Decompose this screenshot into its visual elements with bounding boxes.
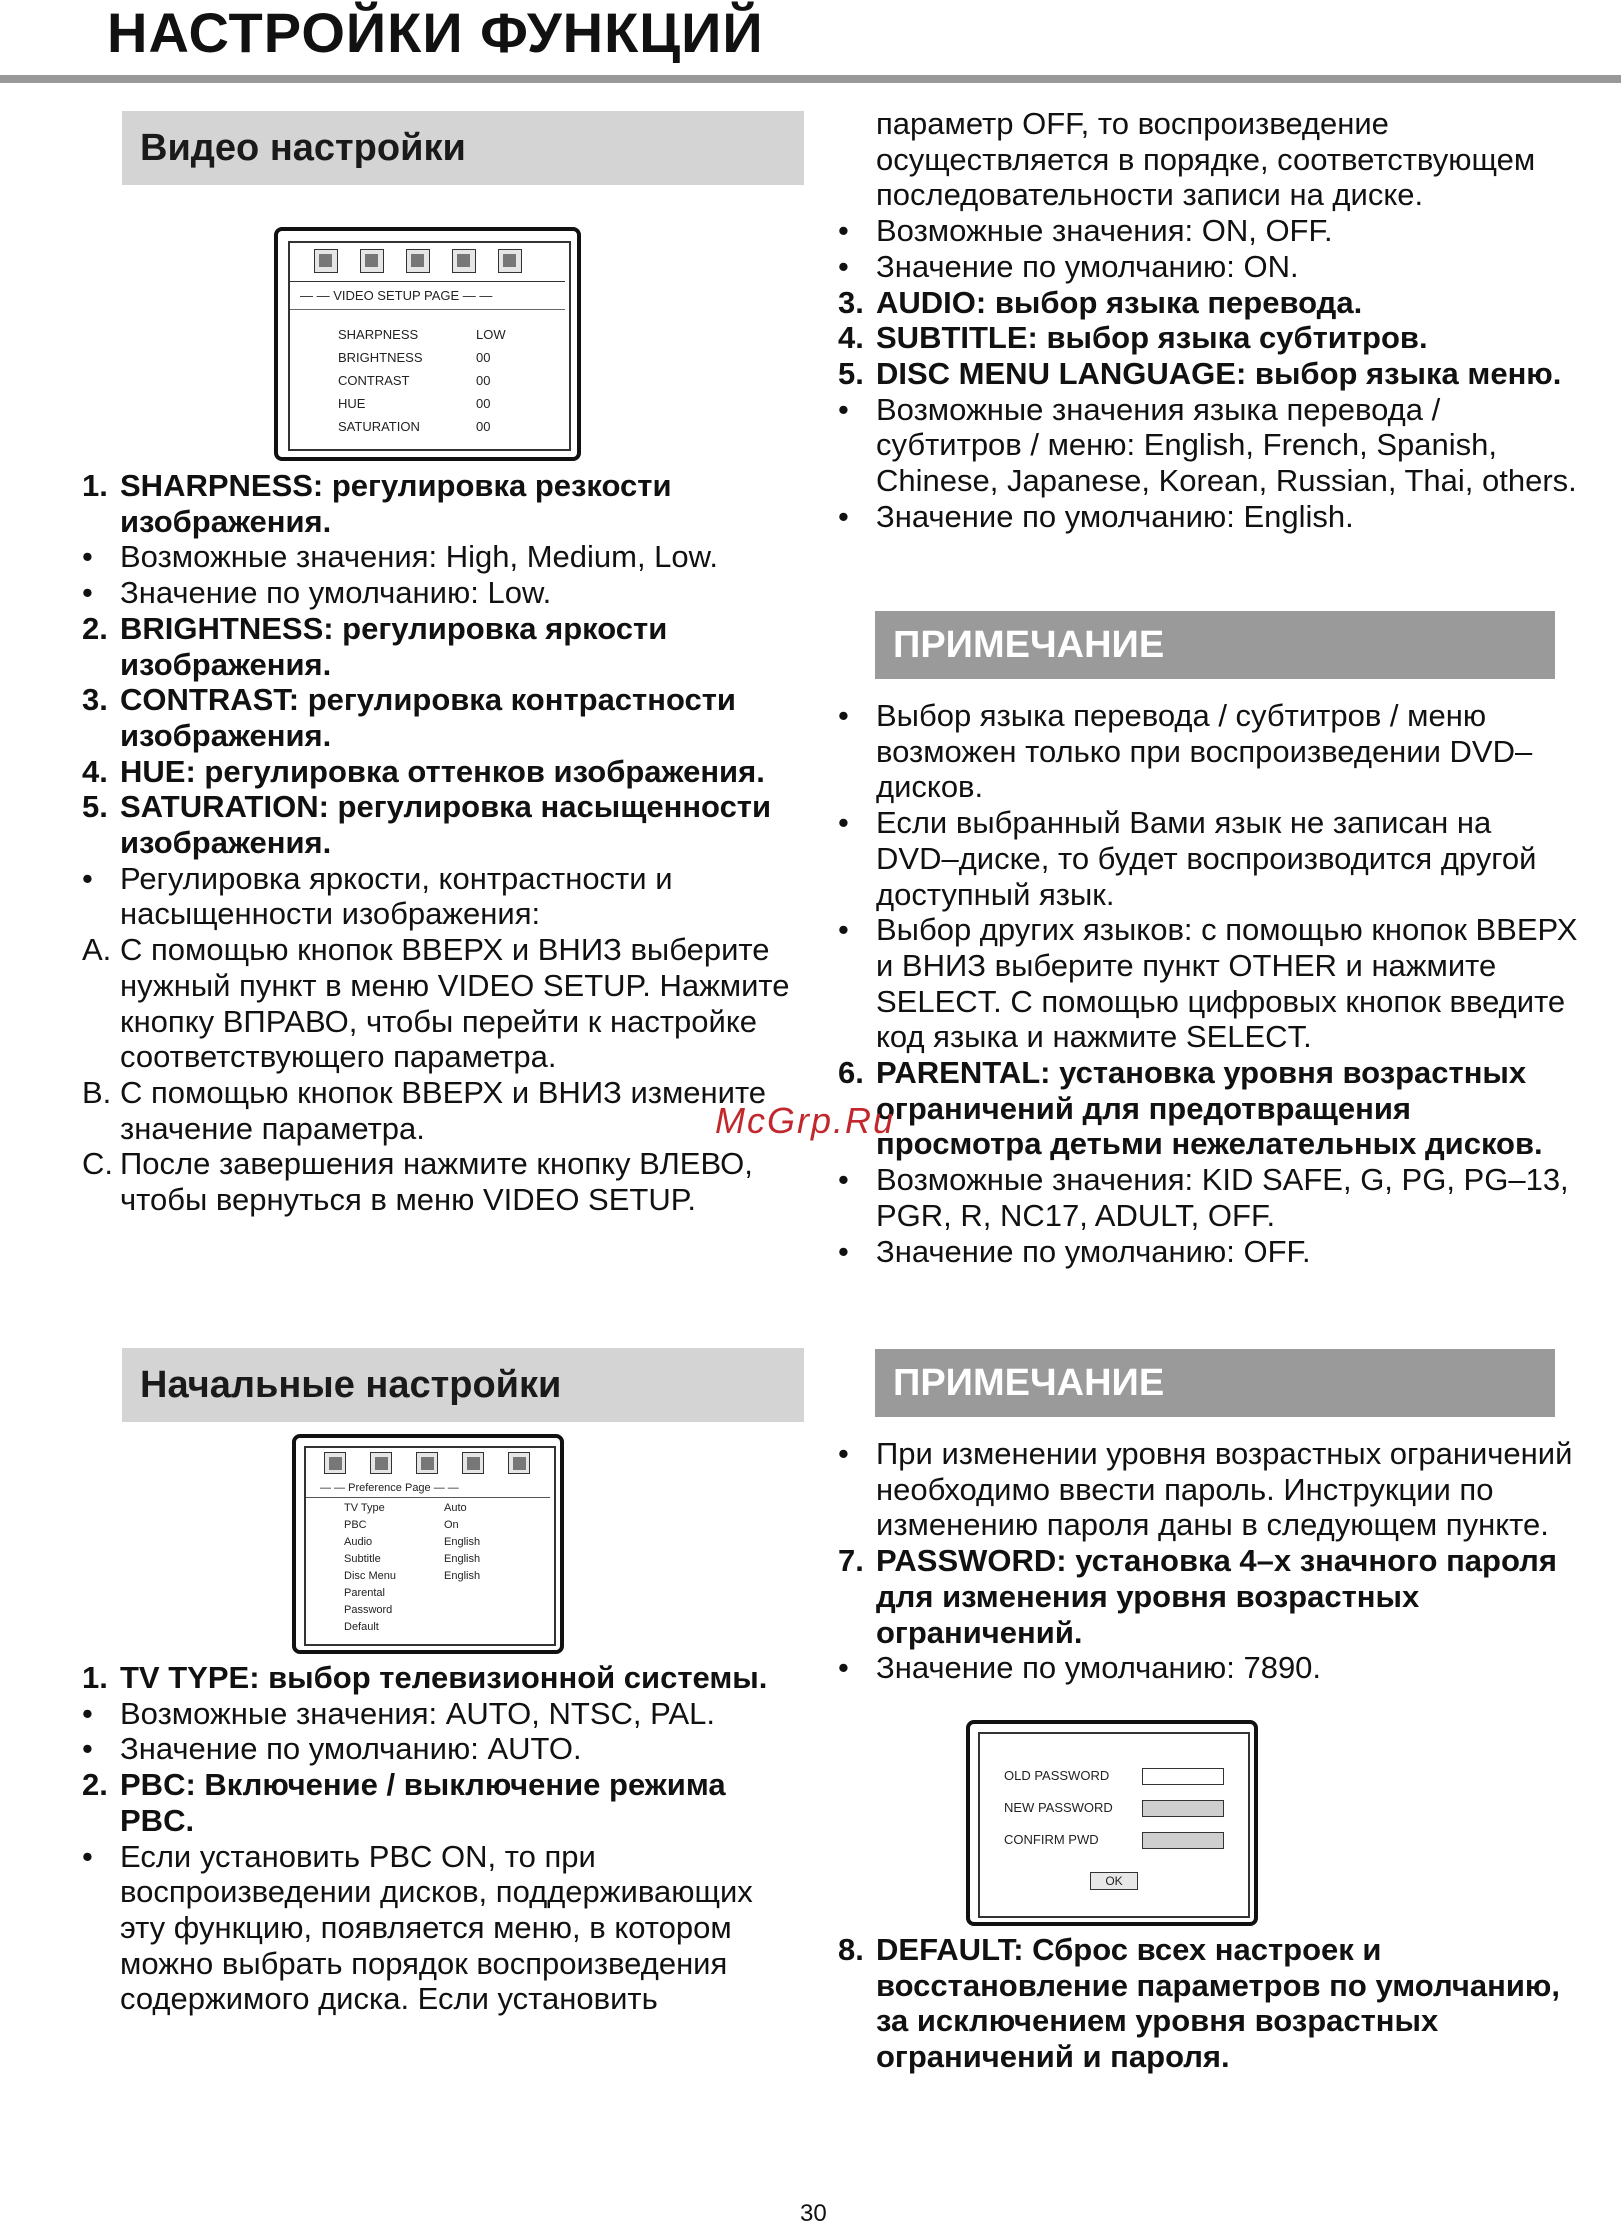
screen-row-value: English xyxy=(444,1570,481,1582)
page-title: НАСТРОЙКИ ФУНКЦИЙ xyxy=(107,1,764,64)
list-item: • Возможные значения: KID SAFE, G, PG, PG–13, PGR, R, NC17, ADULT, OFF. xyxy=(838,1162,1569,1233)
note-heading: ПРИМЕЧАНИЕ xyxy=(875,1349,1555,1417)
list-item: • При изменении уровня возрастных ограничений необходимо ввести пароль. Инструкции по изменению пароля даны в следующем пункте. xyxy=(838,1436,1573,1543)
screen-row-label: PBC xyxy=(344,1519,367,1531)
list-item: • Регулировка яркости, контрастности и насыщенности изображения: xyxy=(82,860,673,932)
list-item: 6. PARENTAL: установка уровня возрастных ограничений для предотвращения просмотра детьми нежелательных дисков. xyxy=(838,1055,1543,1162)
list-item: • Возможные значения: AUTO, NTSC, PAL. xyxy=(82,1695,716,1731)
list-item: параметр OFF, то воспроизведение осуществляется в порядке, соответствующем последовательности записи на диске. xyxy=(876,106,1536,213)
audio-icon xyxy=(406,249,430,273)
new-password-label: NEW PASSWORD xyxy=(1004,1800,1113,1815)
screen-row-label: HUE xyxy=(338,396,366,411)
audio-icon xyxy=(416,1452,438,1474)
note-heading: ПРИМЕЧАНИЕ xyxy=(875,611,1555,679)
list-item: 5. SATURATION: регулировка насыщенности изображения. xyxy=(82,789,772,861)
new-password-field[interactable] xyxy=(1142,1800,1224,1817)
screen-row-label: BRIGHTNESS xyxy=(338,350,423,365)
screen-row-value: English xyxy=(444,1553,481,1565)
list-item: 5. DISC MENU LANGUAGE: выбор языка меню. xyxy=(838,355,1562,391)
confirm-password-label: CONFIRM PWD xyxy=(1004,1832,1099,1847)
video-setup-screen xyxy=(274,227,581,461)
speaker-icon xyxy=(370,1452,392,1474)
setup-icon xyxy=(314,249,338,273)
default-item xyxy=(838,1932,1578,2075)
screen-row-value: 00 xyxy=(476,396,491,411)
list-item: • Если установить PBC ON, то при воспроизведении дисков, поддерживающих эту функцию, появляется меню, в котором можно выбрать порядок воспроизведения содержимого диска. Если установить xyxy=(82,1838,753,2017)
screen-row-value: English xyxy=(444,1536,481,1548)
list-item: • Возможные значения: High, Medium, Low. xyxy=(82,539,718,575)
list-item: • Выбор других языков: с помощью кнопок ВВЕРХ и ВНИЗ выберите пункт OTHER и нажмите SELECT. С помощью цифровых кнопок введите код языка и нажмите SELECT. xyxy=(838,912,1578,1055)
list-item: 1. SHARPNESS: регулировка резкости изображения. xyxy=(82,468,672,539)
screen-row-value: 00 xyxy=(476,373,491,388)
screen-row-label: Subtitle xyxy=(344,1553,381,1565)
screen-row-label: Default xyxy=(344,1621,379,1633)
screen-row-label: CONTRAST xyxy=(338,373,410,388)
title-rule xyxy=(0,75,1621,83)
screen-row-label: Parental xyxy=(344,1587,385,1599)
list-item: 7. PASSWORD: установка 4–х значного пароля для изменения уровня возрастных ограничений. xyxy=(838,1543,1557,1650)
video-setup-header: — — VIDEO SETUP PAGE — — xyxy=(300,288,493,303)
watermark: McGrp.Ru xyxy=(715,1100,896,1141)
screen-row-label: SHARPNESS xyxy=(338,327,419,342)
video-icon xyxy=(452,249,476,273)
speaker-icon xyxy=(360,249,384,273)
screen-row-label: Audio xyxy=(344,1536,373,1548)
screen-row-value: Auto xyxy=(444,1502,467,1514)
right-top-items xyxy=(838,106,1578,534)
list-item: 2. BRIGHTNESS: регулировка яркости изображения. xyxy=(82,610,668,682)
list-item: 1. TV TYPE: выбор телевизионной системы. xyxy=(82,1660,768,1695)
note1-items xyxy=(838,698,1578,1269)
preference-icon xyxy=(508,1452,530,1474)
list-item: • Выбор языка перевода / субтитров / меню возможен только при воспроизведении DVD–дисков. xyxy=(838,698,1533,805)
setup-icon xyxy=(324,1452,346,1474)
list-item: 2. PBC: Включение / выключение режима PBC. xyxy=(82,1767,726,1838)
list-item: • Если выбранный Вами язык не записан на DVD–диске, то будет воспроизводится другой доступный язык. xyxy=(838,805,1537,912)
old-password-label: OLD PASSWORD xyxy=(1004,1768,1110,1783)
video-icon xyxy=(462,1452,484,1474)
preference-header: — — Preference Page — — xyxy=(320,1482,459,1494)
screen-row-label: Disc Menu xyxy=(344,1570,396,1582)
preference-icon xyxy=(498,249,522,273)
video-settings-heading: Видео настройки xyxy=(122,111,804,185)
list-item: C. После завершения нажмите кнопку ВЛЕВО, чтобы вернуться в меню VIDEO SETUP. xyxy=(82,1146,753,1218)
list-item: • Значение по умолчанию: ON. xyxy=(838,248,1299,284)
preference-screen xyxy=(292,1434,564,1654)
screen-row-value: On xyxy=(444,1519,459,1531)
list-item: • Значение по умолчанию: AUTO. xyxy=(82,1731,582,1767)
screen-row-value: 00 xyxy=(476,350,491,365)
list-item: B. С помощью кнопок ВВЕРХ и ВНИЗ измените значение параметра. xyxy=(82,1074,767,1146)
preferences-heading: Начальные настройки xyxy=(122,1348,804,1422)
screen-row-label: SATURATION xyxy=(338,419,420,434)
list-item: 3. AUDIO: выбор языка перевода. xyxy=(838,284,1363,320)
preference-items xyxy=(82,1660,804,2017)
password-screen xyxy=(966,1720,1258,1926)
screen-row-label: TV Type xyxy=(344,1502,385,1514)
screen-row-value: 00 xyxy=(476,419,491,434)
note2-items xyxy=(838,1436,1578,1686)
list-item: • Значение по умолчанию: Low. xyxy=(82,575,552,611)
list-item: 3. CONTRAST: регулировка контрастности изображения. xyxy=(82,682,736,753)
screen-row-value: LOW xyxy=(476,327,506,342)
page-number: 30 xyxy=(800,2200,827,2227)
confirm-password-field[interactable] xyxy=(1142,1832,1224,1849)
old-password-field[interactable] xyxy=(1142,1768,1224,1785)
list-item: A. С помощью кнопок ВВЕРХ и ВНИЗ выберите нужный пункт в меню VIDEO SETUP. Нажмите кнопку ВПРАВО, чтобы перейти к настройке соответствующего параметра. xyxy=(82,932,790,1075)
ok-button[interactable]: OK xyxy=(1090,1872,1138,1890)
list-item: • Значение по умолчанию: 7890. xyxy=(838,1650,1322,1686)
list-item: • Значение по умолчанию: OFF. xyxy=(838,1233,1311,1269)
video-items xyxy=(82,468,804,1218)
list-item: 4. SUBTITLE: выбор языка субтитров. xyxy=(838,320,1428,356)
list-item: 8. DEFAULT: Сброс всех настроек и восстановление параметров по умолчанию, за исключением уровня возрастных ограничений и пароля. xyxy=(838,1932,1560,2075)
list-item: 4. HUE: регулировка оттенков изображения. xyxy=(82,753,765,789)
list-item: • Возможные значения: ON, OFF. xyxy=(838,213,1333,249)
list-item: • Возможные значения языка перевода / субтитров / меню: English, French, Spanish, Chinese, Japanese, Korean, Russian, Thai, others. xyxy=(838,391,1577,499)
screen-row-label: Password xyxy=(344,1604,393,1616)
list-item: • Значение по умолчанию: English. xyxy=(838,498,1354,534)
